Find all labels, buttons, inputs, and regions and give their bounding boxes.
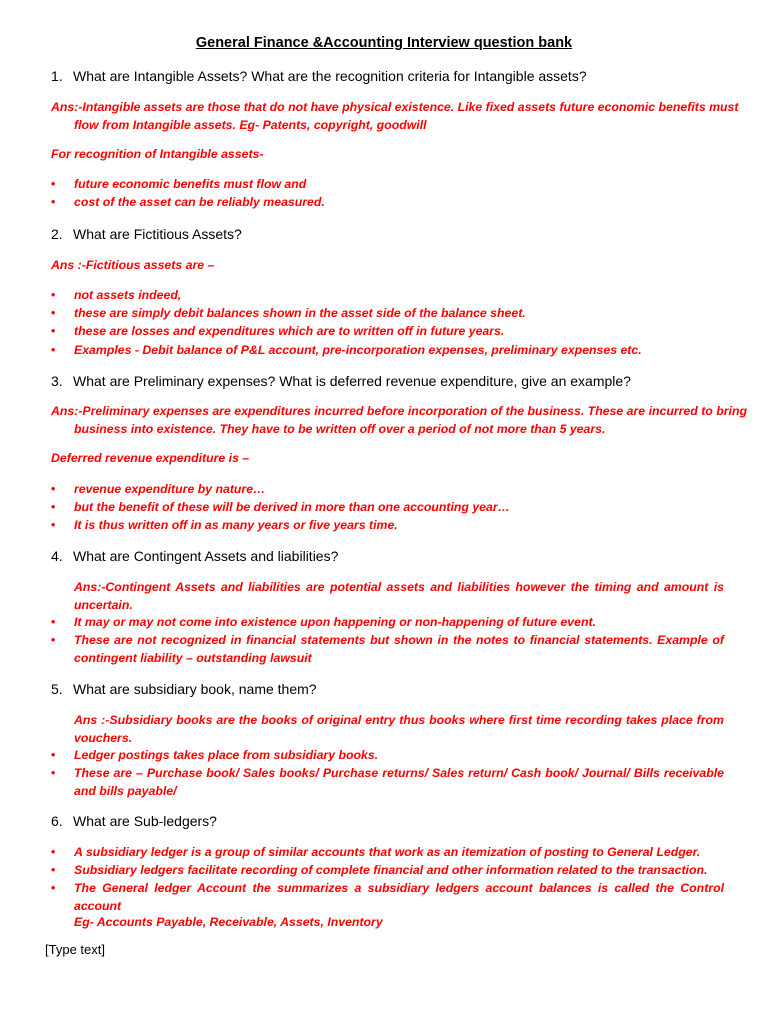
bullet-item: • future economic benefits must flow and xyxy=(51,177,307,191)
answer-6-example: Eg- Accounts Payable, Receivable, Assets, Inventory xyxy=(74,915,383,929)
bullet-item: • These are – Purchase book/ Sales books/ Purchase returns/ Sales return/ Cash book/ Journal/ Bills receivable and bills payable/ xyxy=(51,766,724,798)
page-title: General Finance &Accounting Interview question bank xyxy=(195,35,573,51)
question-4: 4. What are Contingent Assets and liabilities? xyxy=(51,548,339,564)
bullet-item: • not assets indeed, xyxy=(51,288,182,302)
bullet-item: • revenue expenditure by nature… xyxy=(51,482,266,496)
bullet-item: • Subsidiary ledgers facilitate recording of complete financial and other information related to the transaction. xyxy=(51,863,708,877)
question-number: 1. xyxy=(51,68,63,84)
bullet-item: • It is thus written off in as many years or five years time. xyxy=(51,518,398,532)
answer-1-subheading: For recognition of Intangible assets- xyxy=(51,147,264,161)
answer-3: Ans:-Preliminary expenses are expenditures incurred before incorporation of the business. These are incurred to bring business into existence. They have to be written off over a period of not more than 5 years. xyxy=(51,404,747,436)
bullet-item: • Ledger postings takes place from subsidiary books. xyxy=(51,748,379,762)
question-5: 5. What are subsidiary book, name them? xyxy=(51,681,317,697)
bullet-item: • cost of the asset can be reliably measured. xyxy=(51,195,325,209)
bullet-item: • It may or may not come into existence upon happening or non-happening of future event. xyxy=(51,615,596,629)
answer-1: Ans:-Intangible assets are those that do not have physical existence. Like fixed assets future economic benefits must flow from Intangible assets. Eg- Patents, copyright, goodwill xyxy=(51,100,739,132)
question-2: 2. What are Fictitious Assets? xyxy=(51,226,242,242)
bullet-item: • The General ledger Account the summarizes a subsidiary ledgers account balances is called the Control account xyxy=(51,881,724,913)
bullet-item: • these are losses and expenditures which are to written off in future years. xyxy=(51,324,505,338)
question-1 xyxy=(51,68,587,84)
answer-2: Ans :-Fictitious assets are – xyxy=(51,258,215,272)
question-text: What are Intangible Assets? What are the recognition criteria for Intangible assets? xyxy=(73,68,587,84)
bullet-item: • these are simply debit balances shown in the asset side of the balance sheet. xyxy=(51,306,526,320)
answer-3-subheading: Deferred revenue expenditure is – xyxy=(51,451,250,465)
bullet-item: • These are not recognized in financial statements but shown in the notes to financial statements. Example of contingent liability – outstanding lawsuit xyxy=(51,633,724,665)
answer-5: Ans :-Subsidiary books are the books of original entry thus books where first time recording takes place from vouchers. xyxy=(74,713,724,745)
answer-4: Ans:-Contingent Assets and liabilities are potential assets and liabilities however the timing and amount is uncertain. xyxy=(74,580,724,612)
footer-placeholder[interactable]: [Type text] xyxy=(45,942,105,957)
question-6: 6. What are Sub-ledgers? xyxy=(51,813,217,829)
bullet-item: • Examples - Debit balance of P&L account, pre-incorporation expenses, preliminary expenses etc. xyxy=(51,343,642,357)
bullet-item: • but the benefit of these will be derived in more than one accounting year… xyxy=(51,500,510,514)
question-3: 3. What are Preliminary expenses? What is deferred revenue expenditure, give an example? xyxy=(51,373,631,389)
bullet-item: • A subsidiary ledger is a group of similar accounts that work as an itemization of posting to General Ledger. xyxy=(51,845,701,859)
